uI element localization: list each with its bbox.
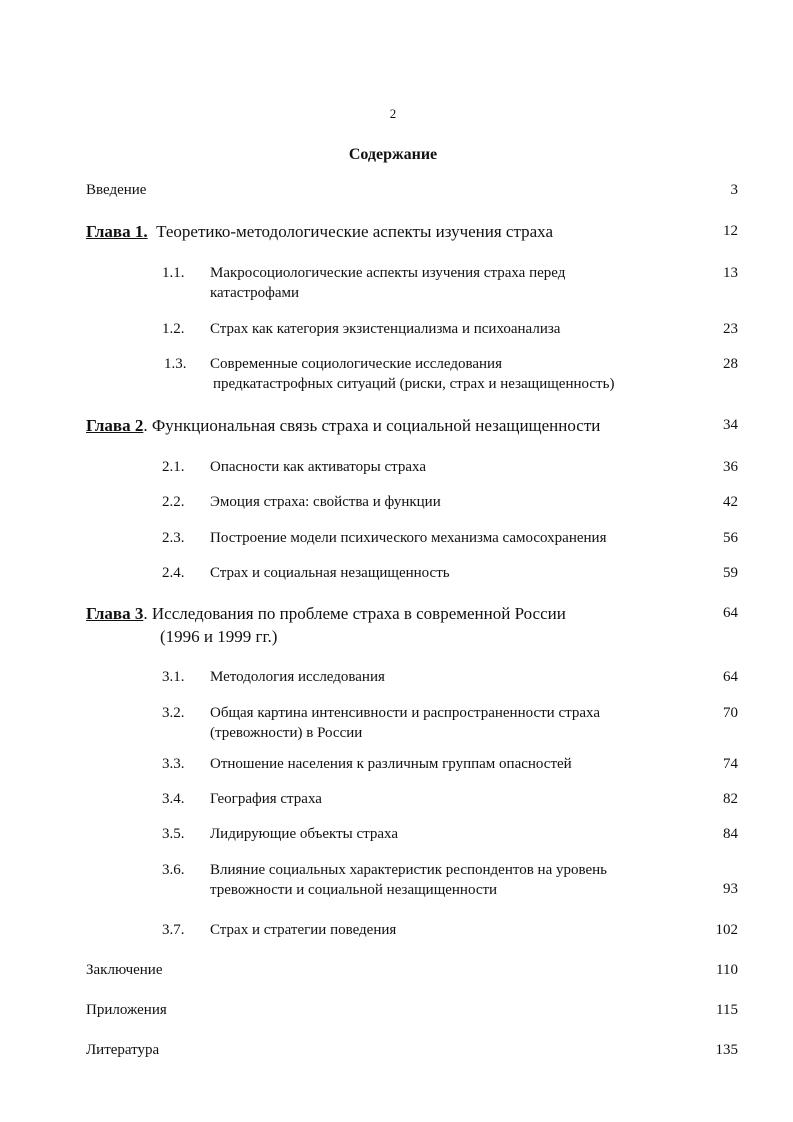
section-3-6-page: 93 <box>723 881 738 897</box>
toc-chapter-2 <box>86 415 600 436</box>
chapter-1-label: Глава 1. <box>86 222 148 241</box>
toc-appendices-label: Приложения <box>86 1002 167 1018</box>
section-2-4-page: 59 <box>723 565 738 581</box>
section-2-2-title: Эмоция страха: свойства и функции <box>210 494 441 510</box>
section-1-2-title: Страх как категория экзистенциализма и психоанализа <box>210 321 561 337</box>
section-3-1-page: 64 <box>723 669 738 685</box>
toc-chapter-3 <box>86 603 566 624</box>
section-3-4-num: 3.4. <box>162 791 185 807</box>
toc-intro-label: Введение <box>86 182 147 198</box>
section-3-2-num: 3.2. <box>162 705 185 721</box>
section-2-4-num: 2.4. <box>162 565 185 581</box>
section-1-2-page: 23 <box>723 321 738 337</box>
chapter-2-label: Глава 2 <box>86 416 144 435</box>
toc-appendices-page: 115 <box>716 1002 738 1018</box>
section-2-1-page: 36 <box>723 459 738 475</box>
chapter-3-page: 64 <box>723 605 738 621</box>
page-title: Содержание <box>348 146 438 163</box>
section-1-1-num: 1.1. <box>162 265 185 281</box>
section-3-1-num: 3.1. <box>162 669 185 685</box>
page-number: 2 <box>389 106 397 121</box>
section-1-3-page: 28 <box>723 356 738 372</box>
section-3-4-page: 82 <box>723 791 738 807</box>
toc-intro-page: 3 <box>730 182 738 198</box>
section-3-1-title: Методология исследования <box>210 669 385 685</box>
section-2-4-title: Страх и социальная незащищенность <box>210 565 450 581</box>
section-1-2-num: 1.2. <box>162 321 185 337</box>
section-3-7-page: 102 <box>715 922 738 938</box>
chapter-1-page: 12 <box>723 223 738 239</box>
chapter-2-page: 34 <box>723 417 738 433</box>
section-1-3-title: Современные социологические исследования предкатастрофных ситуаций (риски, страх и незащищенность) <box>210 356 615 392</box>
chapter-3-label: Глава 3 <box>86 604 144 623</box>
chapter-1-title: Теоретико-методологические аспекты изучения страха <box>156 222 553 241</box>
section-2-2-num: 2.2. <box>162 494 185 510</box>
chapter-3-title: . Исследования по проблеме страха в современной России <box>143 604 566 623</box>
section-1-3-num: 1.3. <box>164 356 187 372</box>
section-3-6-num: 3.6. <box>162 862 185 878</box>
section-3-4-title: География страха <box>210 791 322 807</box>
toc-conclusion-page: 110 <box>716 962 738 978</box>
section-1-1-title: Макросоциологические аспекты изучения страха перед катастрофами <box>210 265 566 301</box>
section-2-1-num: 2.1. <box>162 459 185 475</box>
section-3-6-title: Влияние социальных характеристик респондентов на уровень тревожности и социальной незащищенности <box>210 862 607 898</box>
section-3-7-title: Страх и стратегии поведения <box>210 922 397 938</box>
toc-literature-page: 135 <box>715 1042 738 1058</box>
section-2-1-title: Опасности как активаторы страха <box>210 459 427 475</box>
section-3-5-page: 84 <box>723 826 738 842</box>
section-1-1-page: 13 <box>723 265 738 281</box>
section-3-2-title: Общая картина интенсивности и распространенности страха (тревожности) в России <box>210 705 600 741</box>
section-3-5-title: Лидирующие объекты страха <box>210 826 399 842</box>
section-3-5-num: 3.5. <box>162 826 185 842</box>
section-2-3-page: 56 <box>723 530 738 546</box>
section-3-2-page: 70 <box>723 705 738 721</box>
section-3-3-num: 3.3. <box>162 756 185 772</box>
section-2-2-page: 42 <box>723 494 738 510</box>
chapter-3-title-line2: (1996 и 1999 гг.) <box>160 627 278 646</box>
section-2-3-title: Построение модели психического механизма самосохранения <box>210 530 607 546</box>
section-3-7-num: 3.7. <box>162 922 185 938</box>
section-2-3-num: 2.3. <box>162 530 185 546</box>
toc-chapter-1 <box>86 221 553 242</box>
chapter-2-title: . Функциональная связь страха и социальной незащищенности <box>143 416 601 435</box>
toc-conclusion-label: Заключение <box>86 962 163 978</box>
section-3-3-title: Отношение населения к различным группам опасностей <box>210 756 572 772</box>
section-3-3-page: 74 <box>723 756 738 772</box>
toc-literature-label: Литература <box>86 1042 160 1058</box>
